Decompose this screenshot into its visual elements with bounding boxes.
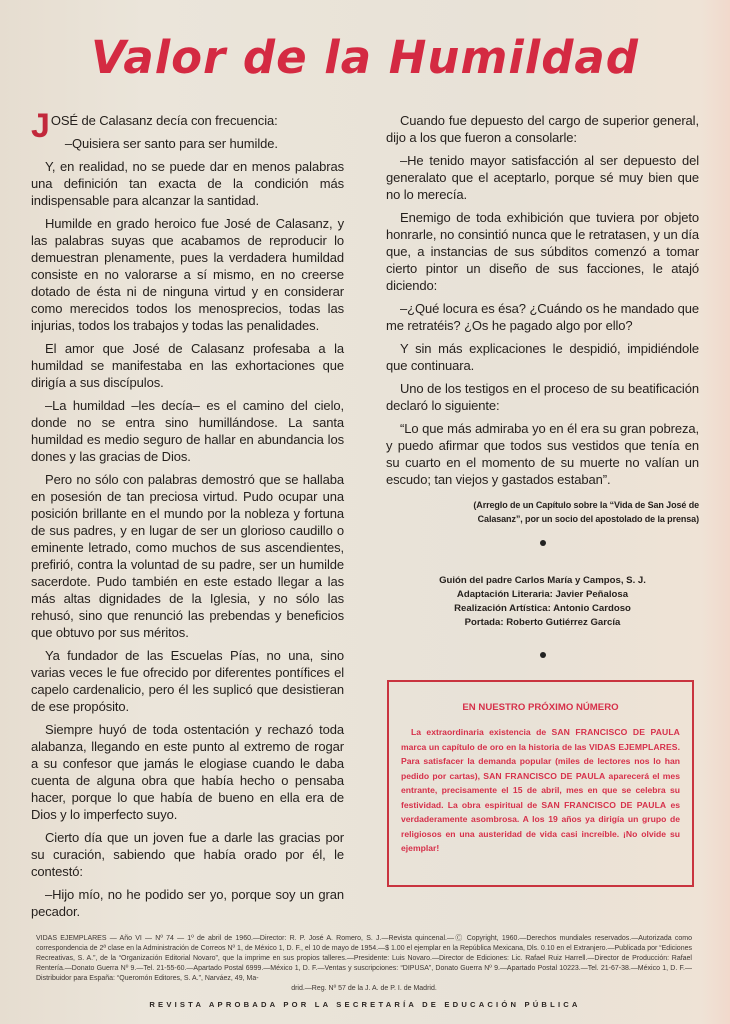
paragraph: Y sin más explicaciones le despidió, impidiéndole que continuara. bbox=[386, 341, 699, 373]
text-run: marca un capítulo de oro en la historia de las bbox=[401, 741, 589, 752]
paragraph: Y, en realidad, no se puede dar en menos palabras una definición tan exacta de la condición más indispensable para alcanzar la santidad. bbox=[31, 159, 344, 208]
paragraph: “Lo que más admiraba yo en él era su gran pobreza, y puedo afirmar que todos sus vestidos que tenía en su cuarto en el momento de su muerte no valían un escudo; tan viejos y gastados estaban”. bbox=[386, 421, 699, 487]
credit-line: Realización Artística: Antonio Cardoso bbox=[454, 603, 631, 614]
paragraph: Pero no sólo con palabras demostró que se hallaba en posesión de tan preciosa virtud. Pudo ocupar una posición brillante en el mundo por la nobleza y fortuna de sus padres, y en lugar de ser un glorioso caudillo o eminente letrado, como muchos de sus ascendientes, prefirió, contra la voluntad de su padre, ser un humilde sacerdote. Pudo también en este estado llegar a las más altas dignidades de la Iglesia, y no sólo las rehusó, sino que renunció las prebendas y beneficios que obtuvo por sus méritos. bbox=[31, 472, 344, 640]
text-run: es verdaderamente asombrosa. A los 19 años ya dirigía un grupo de religiosos en una austeridad de vida casi increíble. ¡No olvide su ejemplar! bbox=[401, 799, 680, 853]
credits-block bbox=[386, 540, 699, 658]
paragraph: –Quisiera ser santo para ser humilde. bbox=[64, 136, 278, 151]
highlight-name: VIDAS EJEMPLARES bbox=[588, 741, 678, 752]
credit-line: Portada: Roberto Gutiérrez García bbox=[464, 617, 621, 628]
imprint bbox=[36, 934, 692, 994]
bullet-divider-icon bbox=[540, 652, 546, 658]
text-run: aparecerá el mes entrante, precisamente el 15 de abril, mes en que se celebra su festividad. La obra espiritual de bbox=[401, 770, 680, 810]
paragraph: –Hijo mío, no he podido ser yo, porque soy un gran pecador. bbox=[31, 887, 344, 919]
paragraph: Cuando fue depuesto del cargo de superior general, dijo a los que fueron a consolarle: bbox=[386, 113, 699, 145]
approval-line: REVISTA APROBADA POR LA SECRETARÍA DE EDUCACIÓN PÚBLICA bbox=[149, 1000, 581, 1009]
article-title: Valor de la Humildad bbox=[91, 31, 639, 84]
paragraph: Humilde en grado heroico fue José de Calasanz, y las palabras suyas que acabamos de reproducir lo demuestran plenamente, pues la verdadera humildad consiste en no valorarse a sí mismo, en no creerse dotado de ésta ni de ninguna virtud y en considerar como merecidos todos los menosprecios, todas las injurias, todos los trabajos y todas las penalidades. bbox=[31, 216, 344, 333]
credit-line: Adaptación Literaria: Javier Peñalosa bbox=[456, 589, 629, 600]
paragraph: –La humildad –les decía– es el camino del cielo, donde no se entra sino humillándose. La santa humildad es medio seguro de hallar en abundancia los dones y las gracias de Dios. bbox=[31, 398, 344, 464]
drop-cap: J bbox=[31, 107, 50, 145]
opening-line: OSÉ de Calasanz decía con frecuencia: bbox=[50, 113, 278, 128]
highlight-name: SAN FRANCISCO DE PAULA bbox=[541, 799, 667, 810]
source-note-line: Calasanz”, por un socio del apostolado de la prensa) bbox=[477, 514, 699, 524]
highlight-name: SAN FRANCISCO DE PAULA bbox=[483, 770, 606, 781]
left-column bbox=[31, 107, 344, 926]
paragraph: Enemigo de toda exhibición que tuviera por objeto honrarle, no consintió nunca que le retratasen, y un día que, a instancias de sus súbditos comenzó a tomar cierto pintor un diseño de sus facciones, le atajó diciendo: bbox=[386, 210, 699, 293]
paragraph: Ya fundador de las Escuelas Pías, no una, sino varias veces le fue ofrecido por diferentes pontífices el capelo cardenalicio, pero él les suplicó que desistieran de ese propósito. bbox=[31, 648, 344, 714]
next-issue-heading: EN NUESTRO PRÓXIMO NÚMERO bbox=[462, 702, 619, 713]
paragraph: –He tenido mayor satisfacción al ser depuesto del generalato que el aceptarlo, porque sé muy bien que no lo merecía. bbox=[386, 153, 699, 202]
paragraph: –¿Qué locura es ésa? ¿Cuándo os he mandado que me retratéis? ¿Os he pagado algo por ello? bbox=[386, 301, 699, 333]
next-issue-text bbox=[401, 725, 680, 856]
source-note-line: (Arreglo de un Capítulo sobre la “Vida de San José de bbox=[473, 500, 699, 510]
paragraph: El amor que José de Calasanz profesaba a la humildad se manifestaba en las exhortaciones que dirigía a sus discípulos. bbox=[31, 341, 344, 390]
imprint-text: VIDAS EJEMPLARES — Año VI — Nº 74 — 1º de abril de 1960.—Director: R. P. José A. Romero, S. J.—Revista quincenal.—Ⓒ Copyright, 1960.—Derechos mundiales reservados.—Autorizada como correspondencia de 2ª clase en la Administración de Correos Nº 1, de México 1, D. F., el 10 de mayo de 1954.—$ 1.00 el ejemplar en la República Mexicana, Dls. 0.10 en el Extranjero.—Publicada por “Ediciones Recreativas, S. A.”, de la “Organización Editorial Novaro”, que la imprime en sus propios talleres.—Presidente: Luis Novaro.—Director de Ediciones: Lic. Rafael Ruiz Harrell.—Director de Producción: Rafael Rentería.—Donato Guerra Nº 9.—Tel. 21-55-60.—Apartado Postal 6999.—México 1, D. F.—Ventas y suscripciones: “DIPUSA”, Donato Guerra Nº 9.—Apartado Postal 10223.—Tel. 21-67-38.—México 1, D. F.—Distribuidor para España: “Queromón Editores, S. A.”, Narváez, 49, Ma- bbox=[36, 935, 692, 982]
next-issue-box bbox=[387, 680, 694, 887]
paragraph: Cierto día que un joven fue a darle las gracias por su curación, sabiendo que había orado por él, le contestó: bbox=[31, 830, 344, 879]
text-run: La extraordinaria existencia de bbox=[411, 727, 552, 737]
highlight-name: SAN FRANCISCO DE PAULA bbox=[551, 727, 680, 737]
credit-line: Guión del padre Carlos María y Campos, S. J. bbox=[439, 575, 646, 586]
bullet-divider-icon bbox=[540, 540, 546, 546]
text-run: . Para satisfacer la demanda popular (miles de lectores nos lo han pedido por cartas), bbox=[401, 741, 680, 781]
paragraph: Uno de los testigos en el proceso de su beatificación declaró lo siguiente: bbox=[386, 381, 699, 413]
paragraph: Siempre huyó de toda ostentación y rechazó toda alabanza, llegando en este punto al extremo de rogar a su confesor que jamás le elogiase cuando le daba cuenta de alguna obra que había hecho o pensaba hacer, porque lo que había de bueno en ella era de Dios y lo imperfecto suyo. bbox=[31, 722, 344, 822]
imprint-last-line: drid.—Reg. Nº 57 de la J. A. de P. I. de Madrid. bbox=[291, 985, 437, 992]
source-note bbox=[386, 498, 699, 526]
right-column bbox=[386, 112, 699, 526]
